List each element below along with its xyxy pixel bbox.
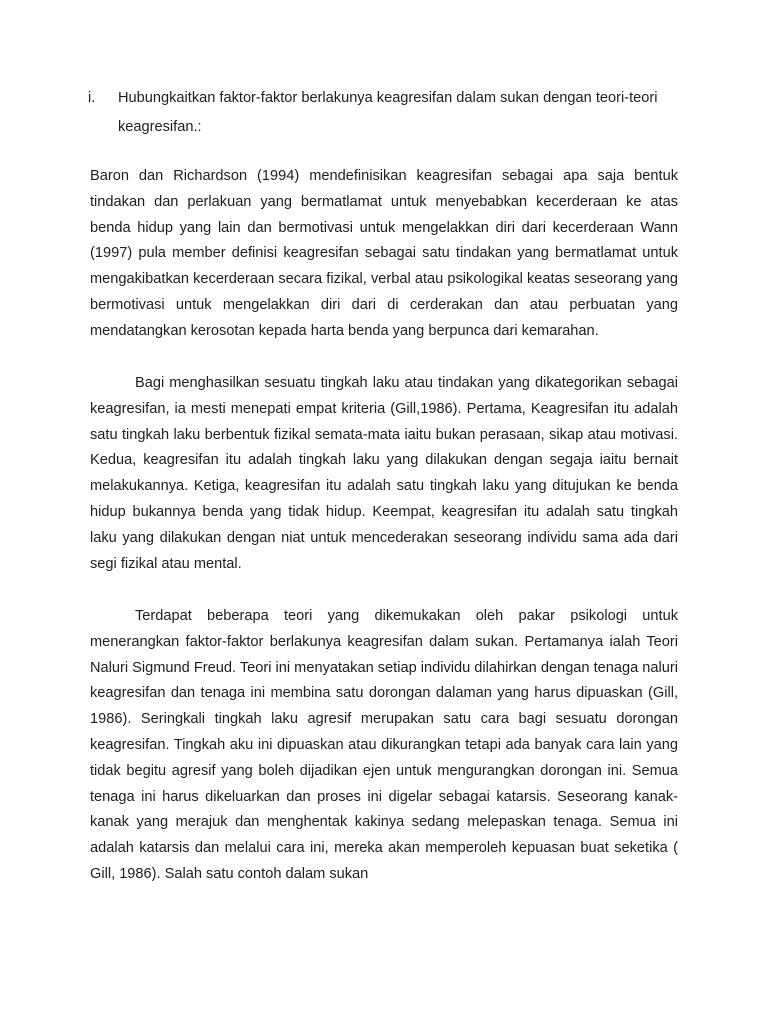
paragraph-definition: Baron dan Richardson (1994) mendefinisikan keagresifan sebagai apa saja bentuk tindakan dan perlakuan yang bermatlamat untuk menyebabkan kecerderaan ke atas benda hidup yang lain dan bermotivasi untuk mengelakkan diri dari kecerderaan Wann (1997) pula member definisi keagresifan sebagai satu tindakan yang bermatlamat untuk mengakibatkan kecerderaan secara fizikal, verbal atau psikologikal keatas seseorang yang bermotivasi untuk mengelakkan diri dari di cerderakan dan atau perbuatan yang mendatangkan kerosotan kepada harta benda yang berpunca dari kemarahan. — [90, 168, 678, 339]
question-number: i. — [88, 90, 96, 106]
question-heading — [88, 84, 688, 141]
paragraph-criteria: Bagi menghasilkan sesuatu tingkah laku atau tindakan yang dikategorikan sebagai keagresifan, ia mesti menepati empat kriteria (Gill,1986). Pertama, Keagresifan itu adalah satu tingkah laku berbentuk fizikal semata-mata iaitu bukan perasaan, sikap atau motivasi. Kedua, keagresifan itu adalah tingkah laku yang dilakukan dengan segaja iaitu bernait melakukannya. Ketiga, keagresifan itu adalah satu tingkah laku yang ditujukan ke benda hidup bukannya benda yang tidak hidup. Keempat, keagresifan itu adalah satu tingkah laku yang dilakukan dengan niat untuk mencederakan seseorang individu sama ada dari segi fizikal atau mental. — [90, 375, 678, 572]
question-text: Hubungkaitkan faktor-faktor berlakunya keagresifan dalam sukan dengan teori-teori keagresifan.: — [118, 90, 658, 135]
paragraph-theories: Terdapat beberapa teori yang dikemukakan oleh pakar psikologi untuk menerangkan faktor-faktor berlakunya keagresifan dalam sukan. Pertamanya ialah Teori Naluri Sigmund Freud. Teori ini menyatakan setiap individu dilahirkan dengan tenaga naluri keagresifan dan tenaga ini membina satu dorongan dalaman yang harus dipuaskan (Gill, 1986). Seringkali tingkah laku agresif merupakan satu cara bagi sesuatu dorongan keagresifan. Tingkah aku ini dipuaskan atau dikurangkan tetapi ada banyak cara lain yang tidak begitu agresif yang boleh dijadikan ejen untuk mengurangkan dorongan ini. Semua tenaga ini harus dikeluarkan dan proses ini digelar sebagai katarsis. Seseorang kanak-kanak yang merajuk dan menghentak kakinya sedang melepaskan tenaga. Semua ini adalah katarsis dan melalui cara ini, mereka akan memperoleh kepuasan buat seketika ( Gill, 1986). Salah satu contoh dalam sukan — [90, 608, 678, 882]
